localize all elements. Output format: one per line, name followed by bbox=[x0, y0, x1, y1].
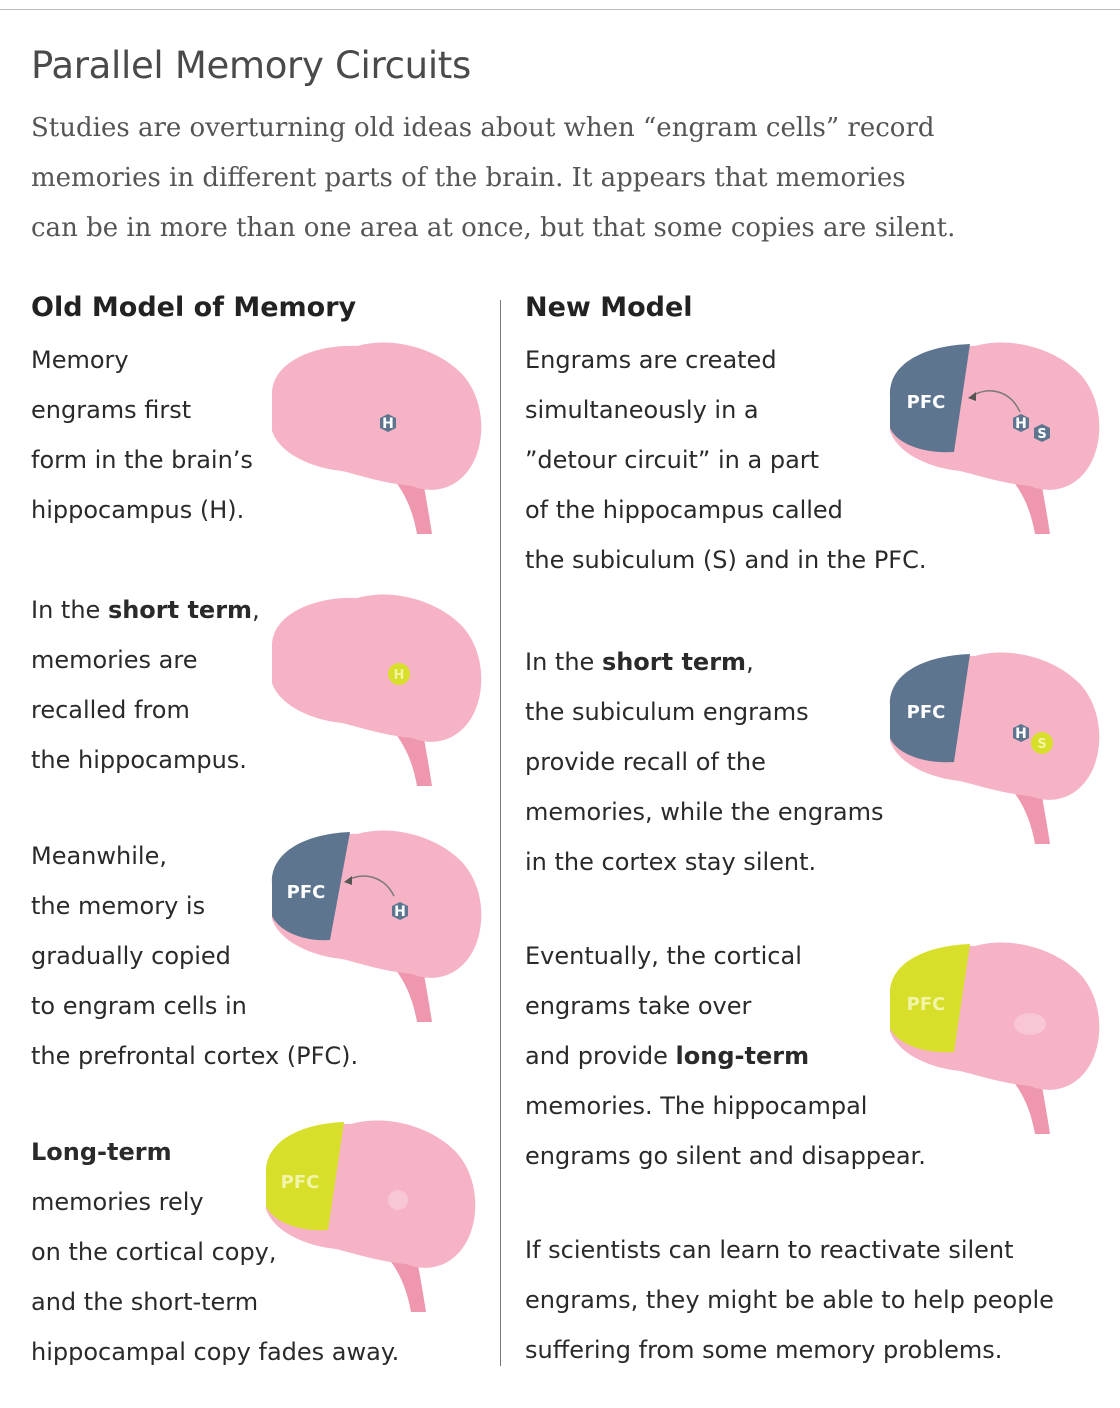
text-line: memories. The hippocampal bbox=[525, 1092, 868, 1120]
old-model-heading: Old Model of Memory bbox=[31, 292, 357, 323]
text-line: the subiculum (S) and in the PFC. bbox=[525, 546, 927, 574]
faded-hs-marker bbox=[1014, 1013, 1046, 1035]
text-line: gradually copied bbox=[31, 942, 231, 970]
text-line: memories are bbox=[31, 646, 198, 674]
text-line: ”detour circuit” in a part bbox=[525, 446, 820, 474]
pfc-label: PFC bbox=[906, 994, 946, 1015]
new-model-step-2 bbox=[525, 644, 884, 894]
text-line: simultaneously in a bbox=[525, 396, 759, 424]
text-line: Eventually, the cortical bbox=[525, 942, 802, 970]
h-label: H bbox=[394, 904, 406, 920]
h-marker-active bbox=[388, 663, 410, 685]
text-line: the memory is bbox=[31, 892, 206, 920]
page-title: Parallel Memory Circuits bbox=[31, 44, 471, 87]
text-line: to engram cells in bbox=[31, 992, 247, 1020]
text-line: in the cortex stay silent. bbox=[525, 848, 817, 876]
intro-line: can be in more than one area at once, but that some copies are silent. bbox=[31, 213, 956, 243]
h-label: H bbox=[1015, 726, 1027, 742]
h-label: H bbox=[393, 668, 405, 683]
faded-h-marker bbox=[388, 1190, 408, 1210]
text-line: If scientists can learn to reactivate silent bbox=[525, 1236, 1014, 1264]
brain-new-2 bbox=[880, 646, 1105, 856]
brain-new-3 bbox=[880, 936, 1105, 1146]
pfc-label: PFC bbox=[286, 882, 326, 903]
text-line: Engrams are created bbox=[525, 346, 777, 374]
text-line: In the short term, bbox=[525, 648, 754, 676]
h-marker bbox=[380, 414, 396, 432]
text-line: and the short-term bbox=[31, 1288, 259, 1316]
new-model-heading: New Model bbox=[525, 292, 693, 323]
old-model-step-2 bbox=[31, 592, 260, 792]
text-line: the hippocampus. bbox=[31, 746, 247, 774]
text-line: form in the brain’s bbox=[31, 446, 253, 474]
pfc-label: PFC bbox=[906, 392, 946, 413]
emphasis-long-term: long-term bbox=[675, 1042, 810, 1070]
text-line: on the cortical copy, bbox=[31, 1238, 277, 1266]
text-line: engrams take over bbox=[525, 992, 752, 1020]
brain-new-1 bbox=[880, 336, 1105, 546]
text-line: Memory bbox=[31, 346, 129, 374]
column-divider bbox=[500, 300, 501, 1366]
text-line: suffering from some memory problems. bbox=[525, 1336, 1003, 1364]
top-rule bbox=[0, 9, 1120, 10]
brain-old-2 bbox=[262, 588, 487, 798]
h-label: H bbox=[382, 416, 394, 432]
text-line: the subiculum engrams bbox=[525, 698, 809, 726]
text-line: provide recall of the bbox=[525, 748, 766, 776]
text-line: hippocampus (H). bbox=[31, 496, 245, 524]
text-line: engrams go silent and disappear. bbox=[525, 1142, 926, 1170]
h-marker bbox=[1013, 414, 1029, 432]
brain-old-4 bbox=[256, 1114, 481, 1324]
intro-line: Studies are overturning old ideas about when “engram cells” record bbox=[31, 113, 935, 143]
h-marker bbox=[392, 902, 408, 920]
s-marker-active bbox=[1031, 732, 1053, 754]
emphasis-long-term: Long-term bbox=[31, 1138, 172, 1166]
new-model-step-3 bbox=[525, 938, 926, 1188]
text-line: memories, while the engrams bbox=[525, 798, 884, 826]
old-model-step-1 bbox=[31, 342, 253, 542]
cerebrum bbox=[272, 342, 481, 489]
emphasis-short-term: short term bbox=[107, 596, 253, 624]
text-line: of the hippocampus called bbox=[525, 496, 843, 524]
text-line: recalled from bbox=[31, 696, 190, 724]
text-line: engrams first bbox=[31, 396, 192, 424]
s-label: S bbox=[1037, 427, 1047, 442]
s-label: S bbox=[1037, 737, 1047, 752]
text-line: In the short term, bbox=[31, 596, 260, 624]
new-model-conclusion bbox=[525, 1232, 1054, 1382]
text-line: memories rely bbox=[31, 1188, 204, 1216]
intro-paragraph bbox=[31, 106, 1031, 256]
pfc-label: PFC bbox=[280, 1172, 320, 1193]
brain-old-1 bbox=[262, 336, 487, 546]
pfc-label: PFC bbox=[906, 702, 946, 723]
new-model-step-1 bbox=[525, 342, 926, 592]
emphasis-short-term: short term bbox=[601, 648, 747, 676]
text-line: hippocampal copy fades away. bbox=[31, 1338, 400, 1366]
brain-old-3 bbox=[262, 824, 487, 1034]
cerebrum bbox=[272, 594, 481, 741]
h-marker bbox=[1013, 724, 1029, 742]
text-line: engrams, they might be able to help people bbox=[525, 1286, 1054, 1314]
text-line: the prefrontal cortex (PFC). bbox=[31, 1042, 359, 1070]
text-line: and provide long-term bbox=[525, 1042, 810, 1070]
text-line: Meanwhile, bbox=[31, 842, 167, 870]
h-label: H bbox=[1015, 416, 1027, 432]
intro-line: memories in different parts of the brain. It appears that memories bbox=[31, 163, 906, 193]
